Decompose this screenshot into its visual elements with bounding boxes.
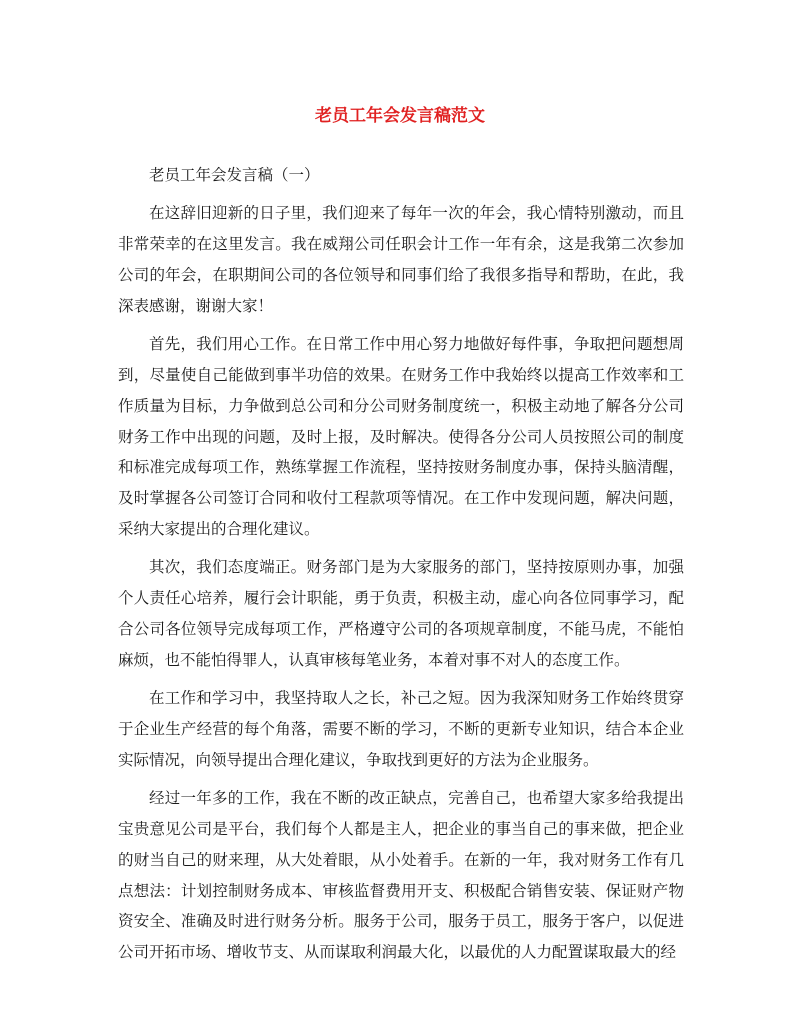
paragraph: 首先，我们用心工作。在日常工作中用心努力地做好每件事，争取把问题想周到，尽量使自己能做到事半功倍的效果。在财务工作中我始终以提高工作效率和工作质量为目标，力争做到总公司和分公司财务制度统一，积极主动地了解各分公司财务工作中出现的问题，及时上报，及时解决。使得各分公司人员按照公司的制度和标准完成每项工作，熟练掌握工作流程，坚持按财务制度办事，保持头脑清醒，及时掌握各公司签订合同和收付工程款项等情况。在工作中发现问题，解决问题，采纳大家提出的合理化建议。 bbox=[118, 335, 684, 538]
paragraph: 经过一年多的工作，我在不断的改正缺点，完善自己，也希望大家多给我提出宝贵意见公司是平台，我们每个人都是主人，把企业的事当自己的事来做，把企业的财当自己的财来理，从大处着眼，从小处着手。在新的一年，我对财务工作有几点想法：计划控制财务成本、审核监督费用开支、积极配合销售安装、保证财产物资安全、准确及时进行财务分析。服务于公司，服务于员工，服务于客户，以促进公司开拓市场、增收节支、从而谋取利润最大化，以最优的人力配置谋取最大的经 bbox=[118, 789, 684, 962]
paragraph: 在这辞旧迎新的日子里，我们迎来了每年一次的年会，我心情特别激动，而且非常荣幸的在这里发言。我在威翔公司任职会计工作一年有余，这是我第二次参加公司的年会，在职期间公司的各位领导和同事们给了我很多指导和帮助，在此，我深表感谢，谢谢大家！ bbox=[118, 204, 684, 315]
paragraph: 其次，我们态度端正。财务部门是为大家服务的部门，坚持按原则办事，加强个人责任心培养，履行会计职能，勇于负责，积极主动，虚心向各位同事学习，配合公司各位领导完成每项工作，严格遵守公司的各项规章制度，不能马虎，不能怕麻烦，也不能怕得罪人，认真审核每笔业务，本着对事不对人的态度工作。 bbox=[118, 558, 684, 669]
document-title: 老员工年会发言稿范文 bbox=[315, 106, 485, 126]
section-heading: 老员工年会发言稿（一） bbox=[149, 166, 320, 184]
document-body bbox=[118, 160, 684, 968]
paragraph: 在工作和学习中，我坚持取人之长，补己之短。因为我深知财务工作始终贯穿于企业生产经营的每个角落，需要不断的学习，不断的更新专业知识，结合本企业实际情况，向领导提出合理化建议，争取找到更好的方法为企业服务。 bbox=[118, 689, 684, 769]
